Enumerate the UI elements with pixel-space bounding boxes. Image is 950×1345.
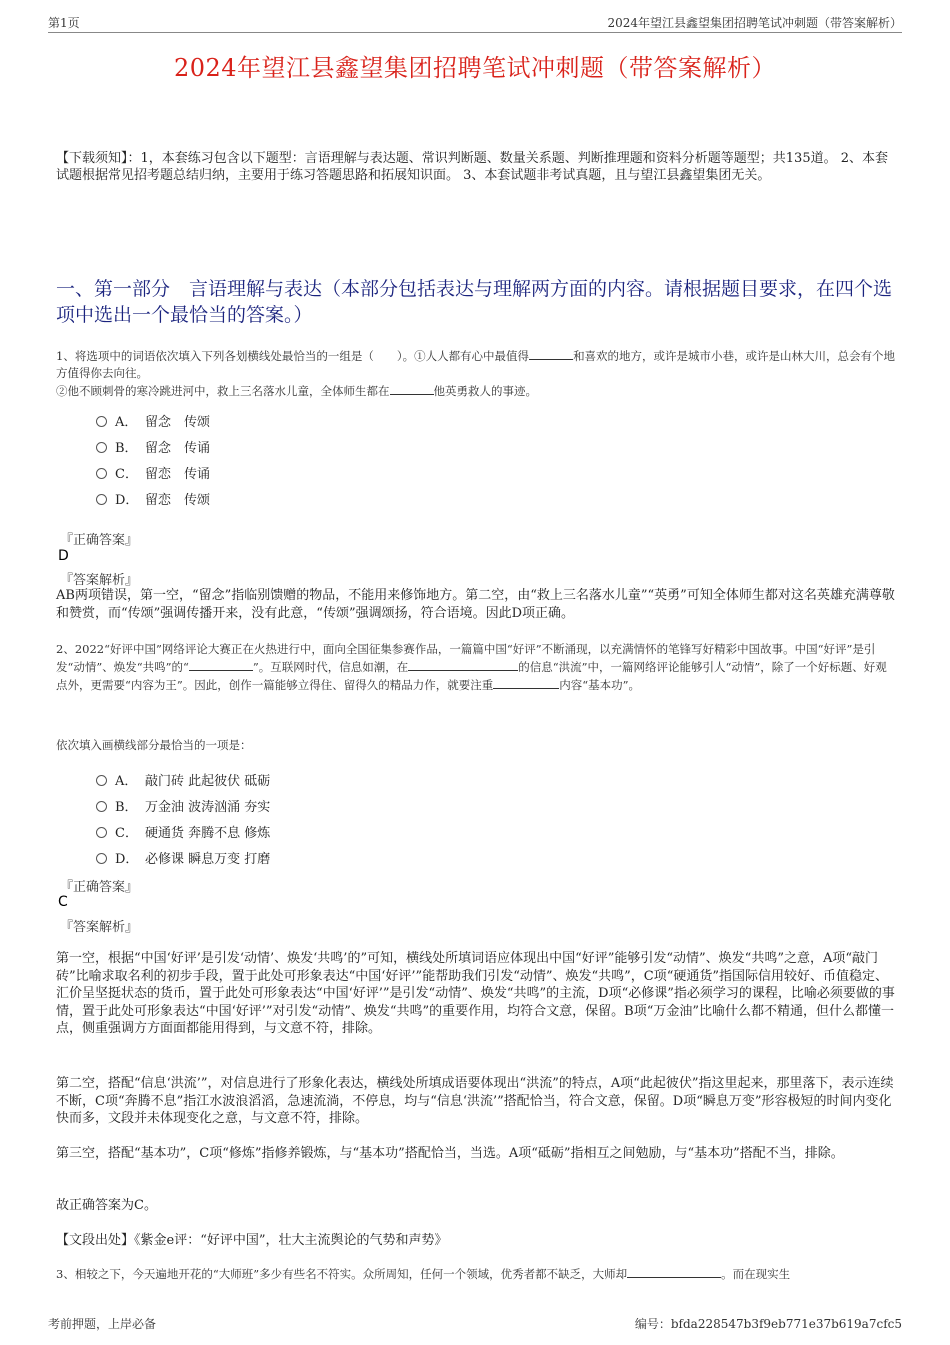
q2-analysis-conclusion: 故正确答案为C。 xyxy=(56,1198,157,1213)
q1-analysis: AB两项错误，第一空，“留念”指临别馈赠的物品，不能用来修饰地方。第二空，由“救上三名落水儿童”“英勇”可知全体师生都对这名英雄充满尊敬和赞赏，而“传颂”强调传播开来，没有此意，“传颂”强调颂扬，符合语境。因此D项正确。 xyxy=(56,588,895,621)
q1-answer: D xyxy=(58,548,69,564)
q2-option-b[interactable]: B． 万金油 波涛汹涌 夯实 xyxy=(96,796,270,815)
q1-option-c[interactable]: C． 留恋 传诵 xyxy=(96,463,210,482)
q1-option-d[interactable]: D． 留恋 传颂 xyxy=(96,489,210,508)
q2-option-d[interactable]: D． 必修课 瞬息万变 打磨 xyxy=(96,848,270,867)
q2-analysis-para-1: 第一空，根据“中国‘好评’是引发‘动情’、焕发‘共鸣’的”可知，横线处所填词语应体现出中国“好评”能够引发“动情”、焕发“共鸣”之意，A项“敲门砖”比喻求取名利的初步手段，置于此处可形象表达“中国‘好评’”能帮助我们引发“动情”、焕发“共鸣”，C项“硬通货”指国际信用较好、币值稳定、汇价呈坚挺状态的货币，置于此处可形象表达“中国‘好评’”是引发“动情”、焕发“共鸣”的主流，D项“必修课”指必须学习的课程，比喻必须要做的事情，置于此处可形象表达“中国‘好评’”对引发“动情”、焕发“共鸣”的重要作用，均符合文意，保留。B项“万金油”比喻什么都不精通，但什么都懂一点，侧重强调方方面面都能用得到，与文意不符，排除。 xyxy=(56,951,895,1036)
blank xyxy=(390,382,434,395)
blank xyxy=(627,1265,721,1278)
question-3-stem: 3、相较之下，今天遍地开花的“大师班”多少有些名不符实。众所周知，任何一个领域，优秀者都不缺乏，大师却 。而在现实生 xyxy=(56,1267,791,1281)
radio-icon[interactable] xyxy=(96,853,107,864)
q1-option-a[interactable]: A． 留念 传颂 xyxy=(96,411,210,430)
q1-answer-label: 『正确答案』 xyxy=(60,533,139,548)
q2-analysis-label: 『答案解析』 xyxy=(60,920,139,935)
radio-icon[interactable] xyxy=(96,442,107,453)
q2-option-a[interactable]: A． 敲门砖 此起彼伏 砥砺 xyxy=(96,770,270,789)
q2-answer-label: 『正确答案』 xyxy=(60,880,139,895)
q2-analysis-para-2: 第二空，搭配“信息‘洪流’”，对信息进行了形象化表达，横线处所填成语要体现出“洪流”的特点，A项“此起彼伏”指这里起来，那里落下，表示连续不断，C项“奔腾不息”指江水波浪滔滔，急速流淌，不停息，均与“信息‘洪流’”搭配恰当，符合文意，保留。D项“瞬息万变”形容极短的时间内变化快而多，文段并未体现变化之意，与文意不符，排除。 xyxy=(56,1076,894,1126)
blank xyxy=(493,676,559,689)
radio-icon[interactable] xyxy=(96,801,107,812)
question-2-stem: 2、2022“好评中国”网络评论大赛正在火热进行中，面向全国征集参赛作品，一篇篇中国“好评”不断涌现，以充满情怀的笔锋写好精彩中国故事。中国“好评”是引发“动情”、焕发“共鸣”的“ ”。互联网时代，信息如潮，在 的信息“洪流”中，一篇网络评论能够引人“动情”，除了一个好标题、好观点外，更需要“内容为王”。因此，创作一篇能够立得住、留得久的精品力作，就要注重 内容“基本功”。 xyxy=(56,642,887,692)
q2-answer: C xyxy=(58,894,68,910)
blank xyxy=(189,658,253,671)
blank xyxy=(408,658,518,671)
footer-serial: 编号：bfda228547b3f9eb771e37b619a7cfc5 xyxy=(634,1317,902,1331)
q1-analysis-label: 『答案解析』 xyxy=(60,573,139,588)
q2-source: 【文段出处】《紫金e评：“好评中国”，壮大主流舆论的气势和声势》 xyxy=(56,1233,448,1248)
radio-icon[interactable] xyxy=(96,416,107,427)
q2-prompt: 依次填入画横线部分最恰当的一项是： xyxy=(56,738,252,752)
section-heading: 一、第一部分 言语理解与表达（本部分包括表达与理解两方面的内容。请根据题目要求，在四个选项中选出一个最恰当的答案。） xyxy=(56,278,893,326)
radio-icon[interactable] xyxy=(96,468,107,479)
radio-icon[interactable] xyxy=(96,827,107,838)
q2-option-c[interactable]: C． 硬通货 奔腾不息 修炼 xyxy=(96,822,270,841)
radio-icon[interactable] xyxy=(96,494,107,505)
q1-option-b[interactable]: B． 留念 传诵 xyxy=(96,437,210,456)
download-notice: 【下载须知】：1，本套练习包含以下题型：言语理解与表达题、常识判断题、数量关系题、判断推理题和资料分析题等题型；共135道。 2、本套试题根据常见招考题总结归纳，主要用于练习答题思路和拓展知识面。 3、本套试题非考试真题，且与望江县鑫望集团无关。 xyxy=(56,151,888,183)
radio-icon[interactable] xyxy=(96,775,107,786)
question-1-stem: 1、将选项中的词语依次填入下列各划横线处最恰当的一组是（ ）。①人人都有心中最值得 和喜欢的地方，或许是城市小巷，或许是山林大川，总会有个地方值得你去向往。 ②他不顾刺骨的寒冷跳进河中，救上三名落水儿童，全体师生都在 他英勇救人的事迹。 xyxy=(56,349,896,398)
blank xyxy=(529,347,573,360)
page-number: 第1页 xyxy=(48,16,80,30)
page-header xyxy=(48,14,902,33)
page-title: 2024年望江县鑫望集团招聘笔试冲刺题（带答案解析） xyxy=(173,54,777,82)
q2-analysis-para-3: 第三空，搭配“基本功”，C项“修炼”指修养锻炼，与“基本功”搭配恰当，当选。A项“砥砺”指相互之间勉励，与“基本功”搭配不当，排除。 xyxy=(56,1146,844,1161)
header-doc-title: 2024年望江县鑫望集团招聘笔试冲刺题（带答案解析） xyxy=(607,16,902,30)
footer-slogan: 考前押题，上岸必备 xyxy=(48,1317,157,1331)
